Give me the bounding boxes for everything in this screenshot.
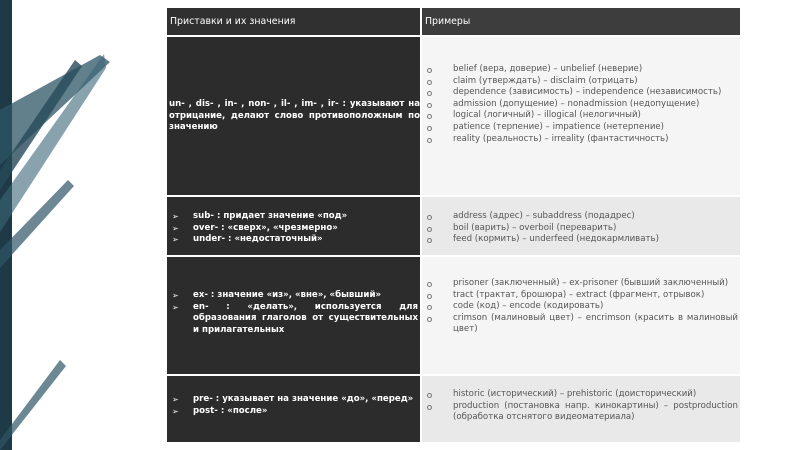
example-item: production (постановка напр. кинокартины) – postproduction (обработка отснятого видеоматериала) [426,401,738,424]
row-4-prefixes [167,376,420,442]
example-item: claim (утверждать) – disclaim (отрицать) [426,76,738,88]
prefix-item: ➢ under- : «недостаточный» [171,234,418,246]
row-4-examples [422,376,740,442]
example-item: admission (допущение) – nonadmission (недопущение) [426,99,738,111]
example-item: belief (вера, доверие) – unbelief (неверие) [426,64,738,76]
row-1-prefix-text: un- , dis- , in- , non- , il- , im- , ir- : указывают на отрицание, делают слово противоположным по значению [169,99,420,132]
example-item: crimson (малиновый цвет) – encrimson (красить в малиновый цвет) [426,313,738,336]
example-item: patience (терпение) – impatience (нетерпение) [426,122,738,134]
header-examples: Примеры [422,8,740,35]
prefix-item: ➢ sub- : придает значение «под» [171,211,418,223]
row-2-prefixes [167,197,420,255]
prefixes-table [167,8,740,442]
prefix-item: ➢ over- : «сверх», «чрезмерно» [171,223,418,235]
row-1-prefixes [167,37,420,195]
example-item: feed (кормить) – underfeed (недокармливать) [426,234,738,246]
row-3-examples [422,257,740,374]
prefix-item: ➢ en- : «делать», используется для образования глаголов от существительных и прилагательных [171,302,418,337]
decorative-stripes [0,0,140,450]
example-item: boil (варить) – overboil (переварить) [426,223,738,235]
prefix-item: ➢ ex- : значение «из», «вне», «бывший» [171,290,418,302]
example-item: historic (исторический) – prehistoric (доисторический) [426,389,738,401]
header-prefixes: Приставки и их значения [167,8,420,35]
row-3-prefixes [167,257,420,374]
example-item: reality (реальность) – irreality (фантастичность) [426,134,738,146]
example-item: logical (логичный) – illogical (нелогичный) [426,110,738,122]
example-item: address (адрес) – subaddress (подадрес) [426,211,738,223]
example-item: code (код) – encode (кодировать) [426,301,738,313]
row-2-examples [422,197,740,255]
example-item: tract (трактат, брошюра) – extract (фрагмент, отрывок) [426,290,738,302]
example-item: prisoner (заключенный) – ex-prisoner (бывший заключенный) [426,278,738,290]
prefix-item: ➢ pre- : указывает на значение «до», «перед» [171,394,418,406]
example-item: dependence (зависимость) – independence (независимость) [426,87,738,99]
row-1-examples [422,37,740,195]
prefix-item: ➢ post- : «после» [171,406,418,418]
